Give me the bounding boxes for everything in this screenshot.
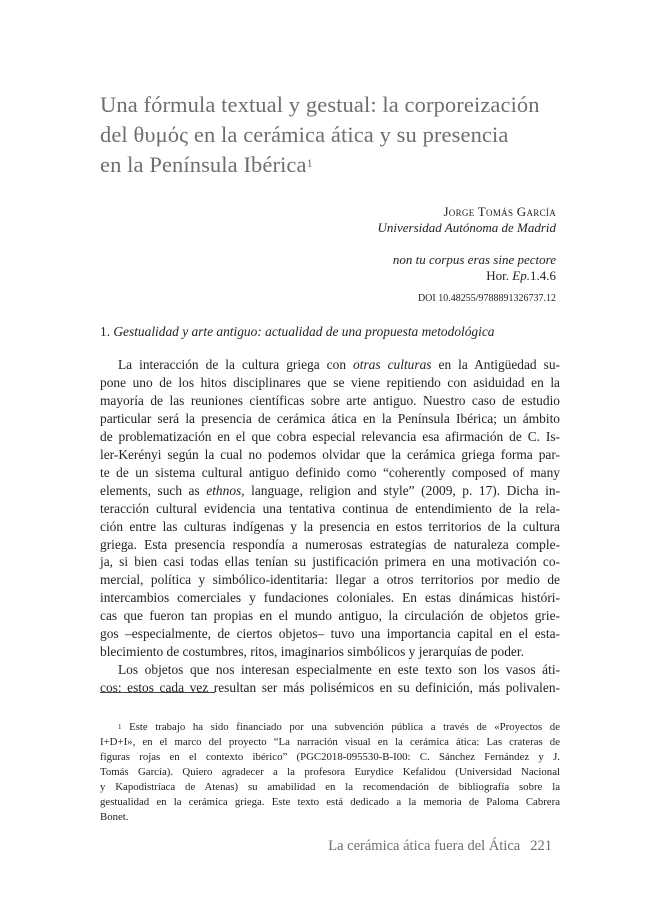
title-line-3 bbox=[100, 150, 570, 180]
body-line bbox=[100, 518, 560, 536]
footnote-line bbox=[100, 720, 560, 735]
footnote-line-text: Este trabajo ha sido financiado por una subvención pública a través de «Proyectos de bbox=[121, 721, 560, 733]
body-line bbox=[100, 446, 560, 464]
footnote-line-text: Tomás García). Quiero agradecer a la profesora Eurydice Kefalidou (Universidad Nacional bbox=[100, 766, 560, 778]
footnote-line-text: y Kapodistríaca de Atenas) su amabilidad en la recomendación de bibliografía sobre la bbox=[100, 781, 560, 793]
body-line bbox=[100, 589, 560, 607]
epigraph-source-prefix: Hor. bbox=[486, 268, 513, 283]
body-line-text: Los objetos que nos interesan especialmente en este texto son los vasos áti- bbox=[118, 662, 560, 678]
body-line bbox=[100, 356, 560, 374]
body-line bbox=[100, 643, 560, 661]
section-title: Gestualidad y arte antiguo: actualidad de una propuesta metodológica bbox=[113, 324, 495, 339]
body-line bbox=[100, 661, 560, 679]
body-line-text: elements, such as bbox=[100, 482, 207, 498]
footnote-line bbox=[100, 750, 560, 765]
author-affiliation: Universidad Autónoma de Madrid bbox=[377, 220, 556, 235]
chapter-title bbox=[100, 90, 570, 180]
running-footer bbox=[328, 838, 552, 855]
body-line-text: pone uno de los hitos disciplinares que se viene repitiendo con asiduidad en la bbox=[100, 374, 560, 390]
footnote-separator bbox=[100, 692, 215, 693]
body-line-text: griega. Esta presencia respondía a numerosas estrategias de naturaleza comple- bbox=[100, 536, 560, 552]
body-line bbox=[100, 571, 560, 589]
body-line-text: te de un sistema cultural antiguo definido como “coherently composed of many bbox=[100, 464, 560, 480]
footnote-line bbox=[100, 765, 560, 780]
body-line-text: particular será la presencia de cerámica ática en la Península Ibérica; un ámbito bbox=[100, 410, 560, 426]
body-line bbox=[100, 500, 560, 518]
footnote-line-text: Bonet. bbox=[100, 811, 129, 823]
body-line-text: mayoría de las reuniones científicas sobre arte antiguo. Nuestro caso de estudio bbox=[100, 392, 560, 408]
body-line bbox=[100, 374, 560, 392]
footnote-line bbox=[100, 780, 560, 795]
body-line-text-after: en la Antigüedad su- bbox=[431, 357, 560, 372]
epigraph-source bbox=[486, 268, 556, 284]
body-line-text: ja, si bien casi todas ellas tenían su justificación primera en una motivación co- bbox=[100, 554, 560, 570]
body-line bbox=[100, 536, 560, 554]
body-line-text: teracción cultural evidencia una tentativa continua de entendimiento de la rela- bbox=[100, 500, 560, 516]
title-line-2: del θυμός en la cerámica ática y su presencia bbox=[100, 122, 509, 147]
body-line-text: blecimiento de costumbres, ritos, imaginarios simbólicos y jerarquías de poder. bbox=[100, 644, 524, 660]
body-line-text: cos: estos cada vez resultan ser más polisémicos en su definición, más polivalen- bbox=[100, 680, 560, 696]
running-footer-title: La cerámica ática fuera del Ática bbox=[328, 838, 521, 854]
body-line-emphasis: otras culturas bbox=[353, 357, 432, 372]
body-line-text: mercial, política y simbólico-identitaria: llegar a otros territorios por medio de bbox=[100, 572, 560, 588]
epigraph-source-ref: 1.4.6 bbox=[530, 268, 556, 283]
section-heading bbox=[100, 324, 560, 340]
epigraph-quote: non tu corpus eras sine pectore bbox=[392, 252, 556, 267]
page-number: 221 bbox=[530, 838, 552, 854]
body-line-text-after: , language, religion and style” (2009, p. 17). Dicha in- bbox=[241, 482, 560, 498]
body-line-emphasis: ethnos bbox=[206, 482, 242, 498]
body-line bbox=[100, 428, 560, 446]
footnote-line-text: I+D+I», en el marco del proyecto “La narración visual en la cerámica ática: Las crateras de bbox=[100, 736, 560, 748]
body-line bbox=[100, 392, 560, 410]
body-line-text: intercambios comerciales y fundaciones coloniales. En estas dinámicas históri- bbox=[100, 590, 560, 606]
footnote bbox=[100, 720, 560, 825]
footnote-line bbox=[100, 735, 560, 750]
epigraph-source-work: Ep. bbox=[512, 268, 530, 283]
body-line-text: de problematización en el que cobra especial relevancia esa afirmación de C. Is- bbox=[100, 428, 560, 444]
body-line-text: ler-Kerényi según la cual no podemos olvidar que la cerámica griega forma par- bbox=[100, 446, 560, 462]
doi-line: DOI 10.48255/9788891326737.12 bbox=[417, 293, 556, 304]
footnote-mark: 1 bbox=[118, 723, 122, 731]
body-line-text: gos –especialmente, de ciertos objetos– tuvo una importancia capital en el esta- bbox=[100, 626, 560, 642]
body-text bbox=[100, 356, 560, 697]
footnote-line bbox=[100, 810, 560, 825]
footnote-line bbox=[100, 795, 560, 810]
body-line-text: cas que fueron tan propias en el mundo antiguo, la circulación de objetos grie- bbox=[100, 608, 560, 624]
body-line bbox=[100, 607, 560, 625]
body-line bbox=[100, 679, 560, 697]
body-line bbox=[100, 553, 560, 571]
footnote-line-text: figuras rojas en el contexto ibérico” (PGC2018-095530-B-I00: C. Sánchez Fernández y J. bbox=[100, 751, 560, 763]
footnote-line-text: gestualidad en la cerámica griega. Este texto está dedicado a la memoria de Paloma Cabrera bbox=[100, 796, 560, 808]
body-line bbox=[100, 482, 560, 500]
body-line-text: ción entre las culturas indígenas y la presencia en estos territorios de la cultura bbox=[100, 518, 560, 534]
body-line bbox=[100, 464, 560, 482]
body-line bbox=[100, 410, 560, 428]
section-number: 1. bbox=[100, 324, 114, 339]
body-line bbox=[100, 625, 560, 643]
body-line-text: La interacción de la cultura griega con bbox=[118, 357, 354, 372]
title-line-1: Una fórmula textual y gestual: la corporeización bbox=[100, 92, 540, 117]
author-name: Jorge Tomás García bbox=[443, 204, 556, 219]
title-footnote-mark: 1 bbox=[306, 156, 313, 170]
title-line-3-text: en la Península Ibérica bbox=[100, 152, 307, 177]
